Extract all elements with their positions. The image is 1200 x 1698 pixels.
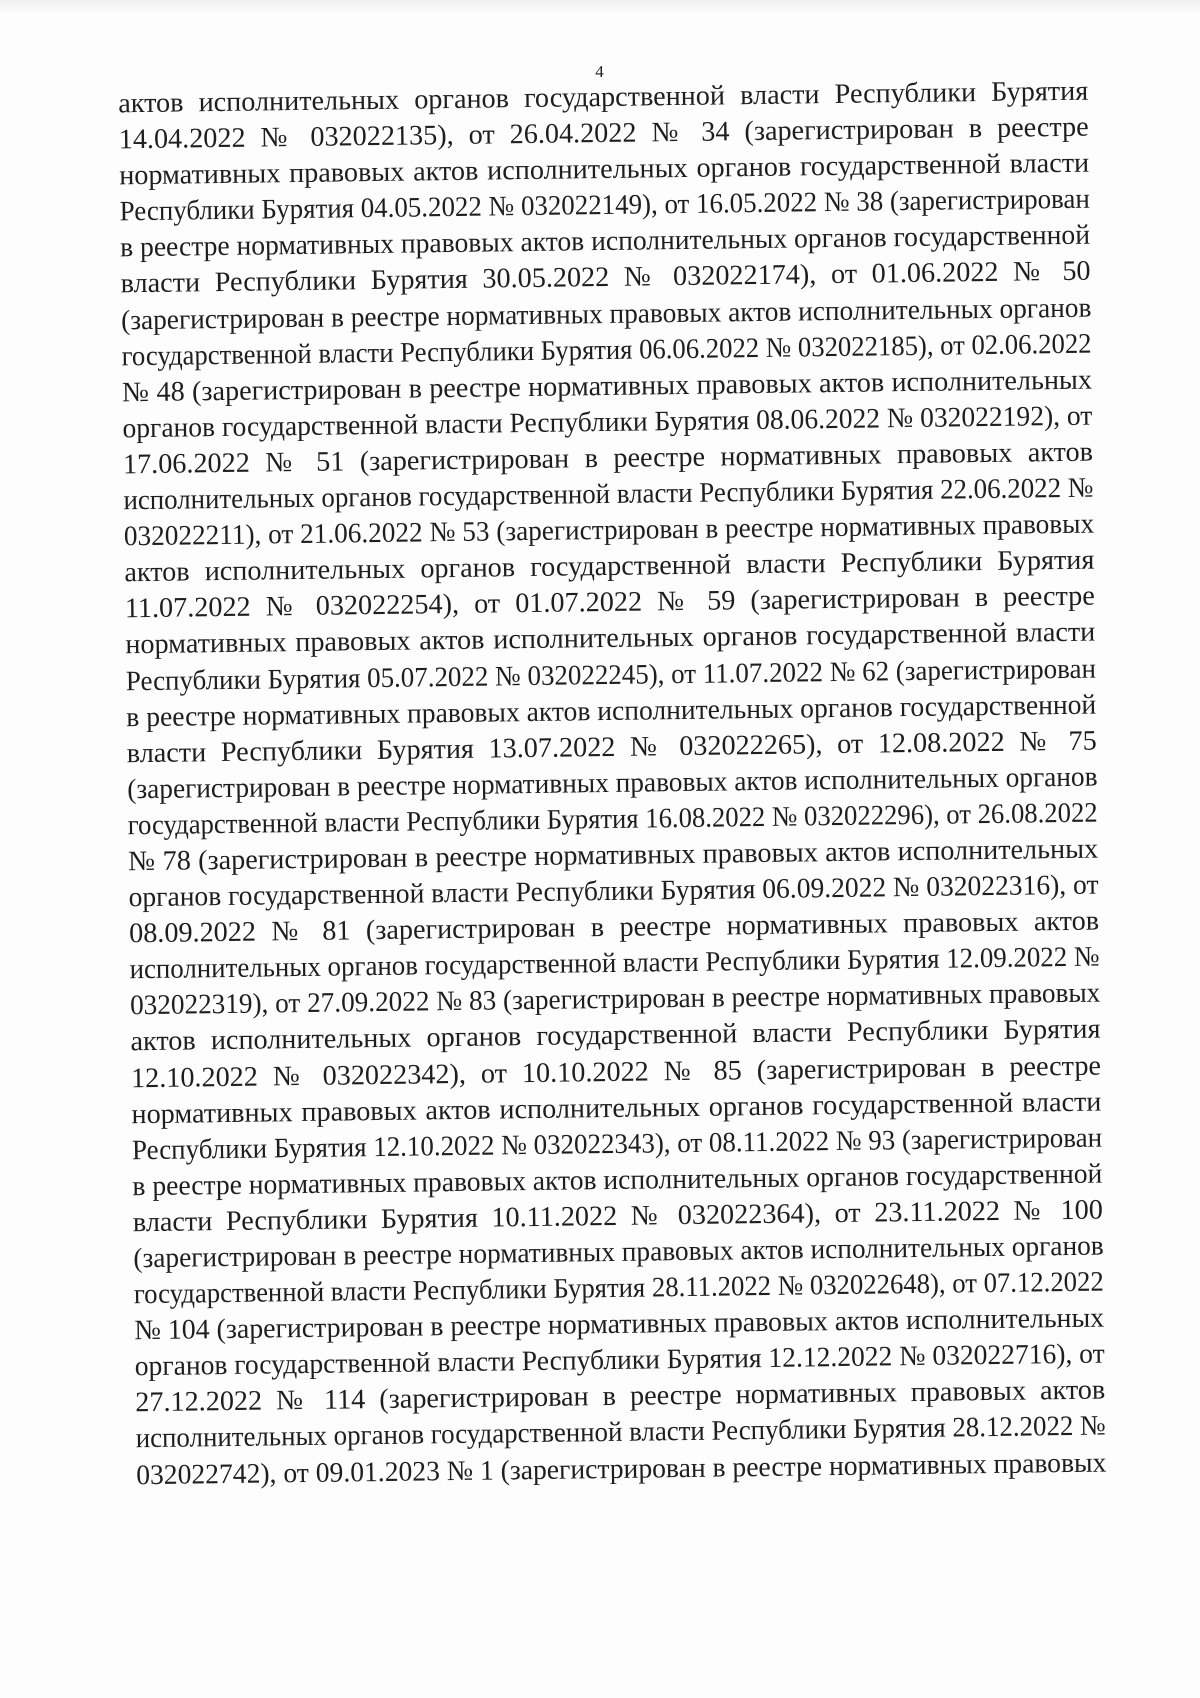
- text-line: в реестре нормативных правовых актов исполнительных органов государственной: [132, 1158, 1103, 1203]
- text-line: актов исполнительных органов государственной власти Республики Бурятия: [124, 544, 1095, 589]
- text-line: 032022742), от 09.01.2023 № 1 (зарегистрирован в реестре нормативных правовых: [136, 1447, 1107, 1491]
- text-line: государственной власти Республики Бурятия 06.06.2022 № 032022185), от 02.06.2022: [121, 328, 1092, 372]
- text-line: власти Республики Бурятия 13.07.2022 № 032022265), от 12.08.2022 № 75: [126, 725, 1097, 769]
- text-line: исполнительных органов государственной власти Республики Бурятия 22.06.2022 №: [123, 472, 1094, 517]
- text-line: нормативных правовых актов исполнительных органов государственной власти: [131, 1086, 1102, 1130]
- text-line: № 78 (зарегистрирован в реестре нормативных правовых актов исполнительных: [127, 833, 1099, 878]
- text-line: 032022211), от 21.06.2022 № 53 (зарегистрирован в реестре нормативных правовых: [123, 508, 1095, 553]
- text-line: 08.09.2022 № 81 (зарегистрирован в реестре нормативных правовых актов: [128, 905, 1100, 950]
- text-line: исполнительных органов государственной власти Республики Бурятия 28.12.2022 №: [135, 1411, 1106, 1455]
- text-line: органов государственной власти Республики Бурятия 06.09.2022 № 032022316), от: [128, 869, 1099, 914]
- text-line: (зарегистрирован в реестре нормативных правовых актов исполнительных органов: [127, 761, 1098, 806]
- text-line: 17.06.2022 № 51 (зарегистрирован в реестре нормативных правовых актов: [122, 436, 1094, 481]
- text-line: 12.10.2022 № 032022342), от 10.10.2022 № 85 (зарегистрирован в реестре: [130, 1050, 1102, 1094]
- text-line: актов исполнительных органов государственной власти Республики Бурятия: [118, 75, 1089, 120]
- page-number: 4: [595, 62, 605, 81]
- text-line: государственной власти Республики Бурятия 28.11.2022 № 032022648), от 07.12.2022: [133, 1266, 1104, 1311]
- text-line: власти Республики Бурятия 30.05.2022 № 032022174), от 01.06.2022 № 50: [120, 256, 1091, 300]
- text-line: в реестре нормативных правовых актов исполнительных органов государственной: [119, 220, 1091, 264]
- text-line: № 104 (зарегистрирован в реестре нормативных правовых актов исполнительных: [134, 1302, 1105, 1347]
- text-line: исполнительных органов государственной власти Республики Бурятия 12.09.2022 №: [129, 941, 1100, 986]
- text-line: органов государственной власти Республики Бурятия 08.06.2022 № 032022192), от: [122, 400, 1093, 445]
- text-line: (зарегистрирован в реестре нормативных правовых актов исполнительных органов: [120, 292, 1092, 336]
- text-line: органов государственной власти Республики Бурятия 12.12.2022 № 032022716), от: [134, 1338, 1105, 1383]
- text-line: нормативных правовых актов исполнительных органов государственной власти: [119, 147, 1090, 192]
- scan-edge-shadow: [0, 0, 1200, 14]
- document-body: [118, 74, 1106, 1494]
- text-line: власти Республики Бурятия 10.11.2022 № 032022364), от 23.11.2022 № 100: [132, 1194, 1104, 1239]
- text-line: в реестре нормативных правовых актов исполнительных органов государственной: [126, 689, 1097, 733]
- text-line: Республики Бурятия 04.05.2022 № 032022149), от 16.05.2022 № 38 (зарегистрирован: [119, 183, 1090, 228]
- text-line: 14.04.2022 № 032022135), от 26.04.2022 № 34 (зарегистрирован в реестре: [118, 111, 1089, 156]
- text-line: Республики Бурятия 12.10.2022 № 032022343), от 08.11.2022 № 93 (зарегистрирован: [131, 1122, 1103, 1166]
- text-line: 27.12.2022 № 114 (зарегистрирован в реестре нормативных правовых актов: [135, 1374, 1106, 1419]
- text-line: 032022319), от 27.09.2022 № 83 (зарегистрирован в реестре нормативных правовых: [129, 977, 1101, 1022]
- text-line: актов исполнительных органов государственной власти Республики Бурятия: [130, 1014, 1101, 1058]
- text-line: Республики Бурятия 05.07.2022 № 032022245), от 11.07.2022 № 62 (зарегистрирован: [125, 653, 1097, 697]
- text-line: государственной власти Республики Бурятия 16.08.2022 № 032022296), от 26.08.2022: [127, 797, 1098, 842]
- text-line: 11.07.2022 № 032022254), от 01.07.2022 № 59 (зарегистрирован в реестре: [124, 580, 1096, 625]
- text-line: (зарегистрирован в реестре нормативных правовых актов исполнительных органов: [133, 1230, 1104, 1275]
- text-line: нормативных правовых актов исполнительных органов государственной власти: [125, 617, 1096, 661]
- text-line: № 48 (зарегистрирован в реестре нормативных правовых актов исполнительных: [121, 364, 1093, 409]
